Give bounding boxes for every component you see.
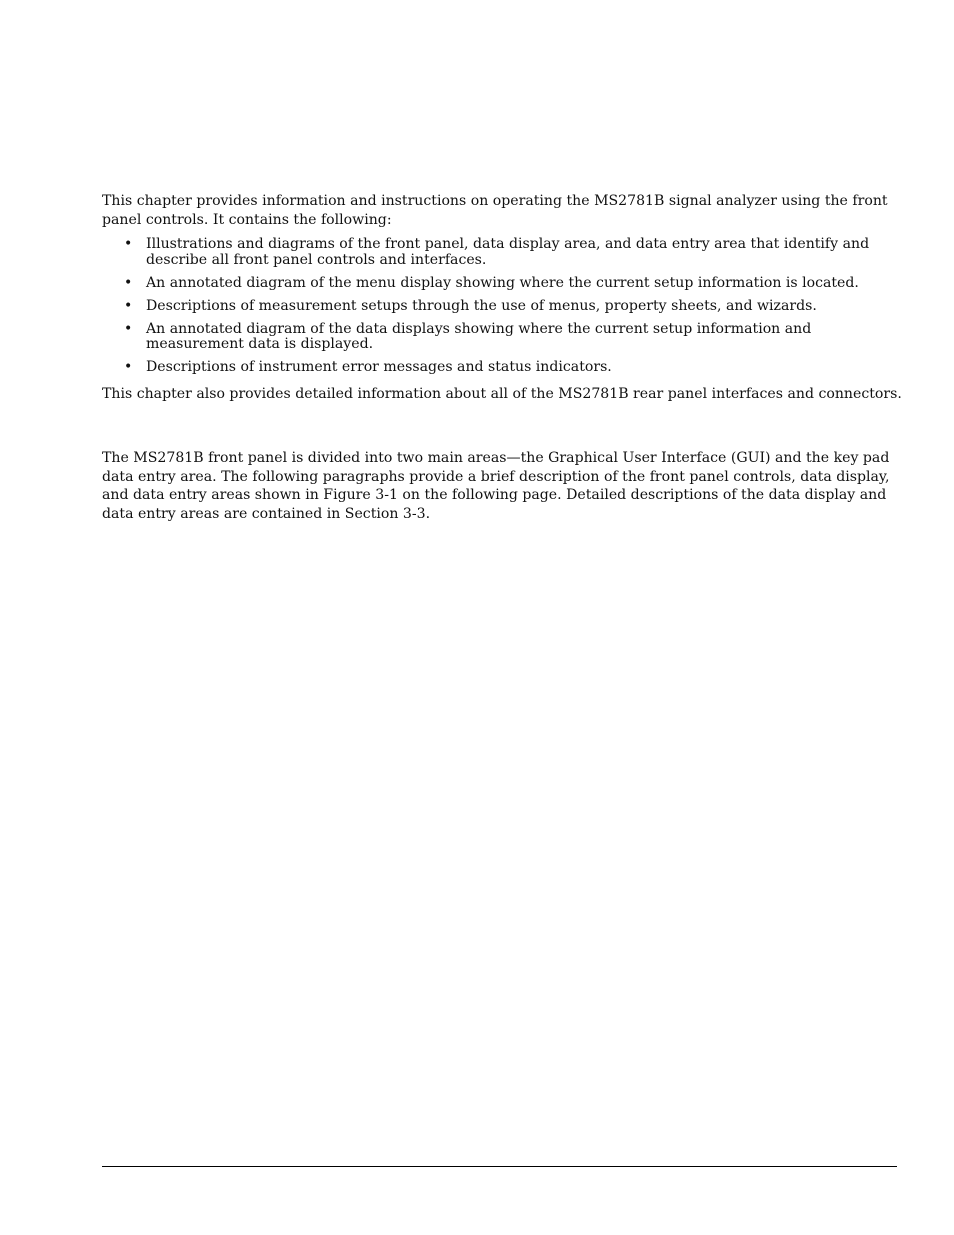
list-item-text: Descriptions of measurement setups through the use of menus, property sheets, and wizards. [146,297,817,314]
bullet-icon: • [124,274,133,291]
footer-divider [102,1166,897,1167]
list-item-text: Descriptions of instrument error messages and status indicators. [146,359,612,375]
list-item [102,322,902,353]
list-item-text: Illustrations and diagrams of the front panel, data display area, and data entry area that identify and describe all front panel controls and interfaces. [146,236,870,268]
closing-paragraph: This chapter also provides detailed information about all of the MS2781B rear panel interfaces and connectors. [102,386,902,402]
bullet-icon: • [124,359,133,375]
chapter-contents-list [102,237,902,383]
list-item [102,299,902,315]
list-item-text: An annotated diagram of the data displays showing where the current setup information and measurement data is displayed. [146,320,812,352]
bullet-icon: • [124,236,133,252]
list-item [102,276,902,292]
front-panel-paragraph: The MS2781B front panel is divided into two main areas—the Graphical User Interface (GUI) and the key pad data entry area. The following paragraphs provide a brief description of the front panel controls, data display, and data entry areas shown in Figure 3-1 on the following page. Detailed descriptions of the data display and data entry areas are contained in Section 3-3. [102,450,890,522]
bullet-icon: • [124,297,133,314]
list-item [102,237,902,268]
bullet-icon: • [124,320,133,337]
list-item [102,360,902,376]
list-item-text: An annotated diagram of the menu display showing where the current setup information is located. [146,274,859,291]
intro-paragraph: This chapter provides information and instructions on operating the MS2781B signal analyzer using the front panel controls. It contains the following: [102,193,888,228]
